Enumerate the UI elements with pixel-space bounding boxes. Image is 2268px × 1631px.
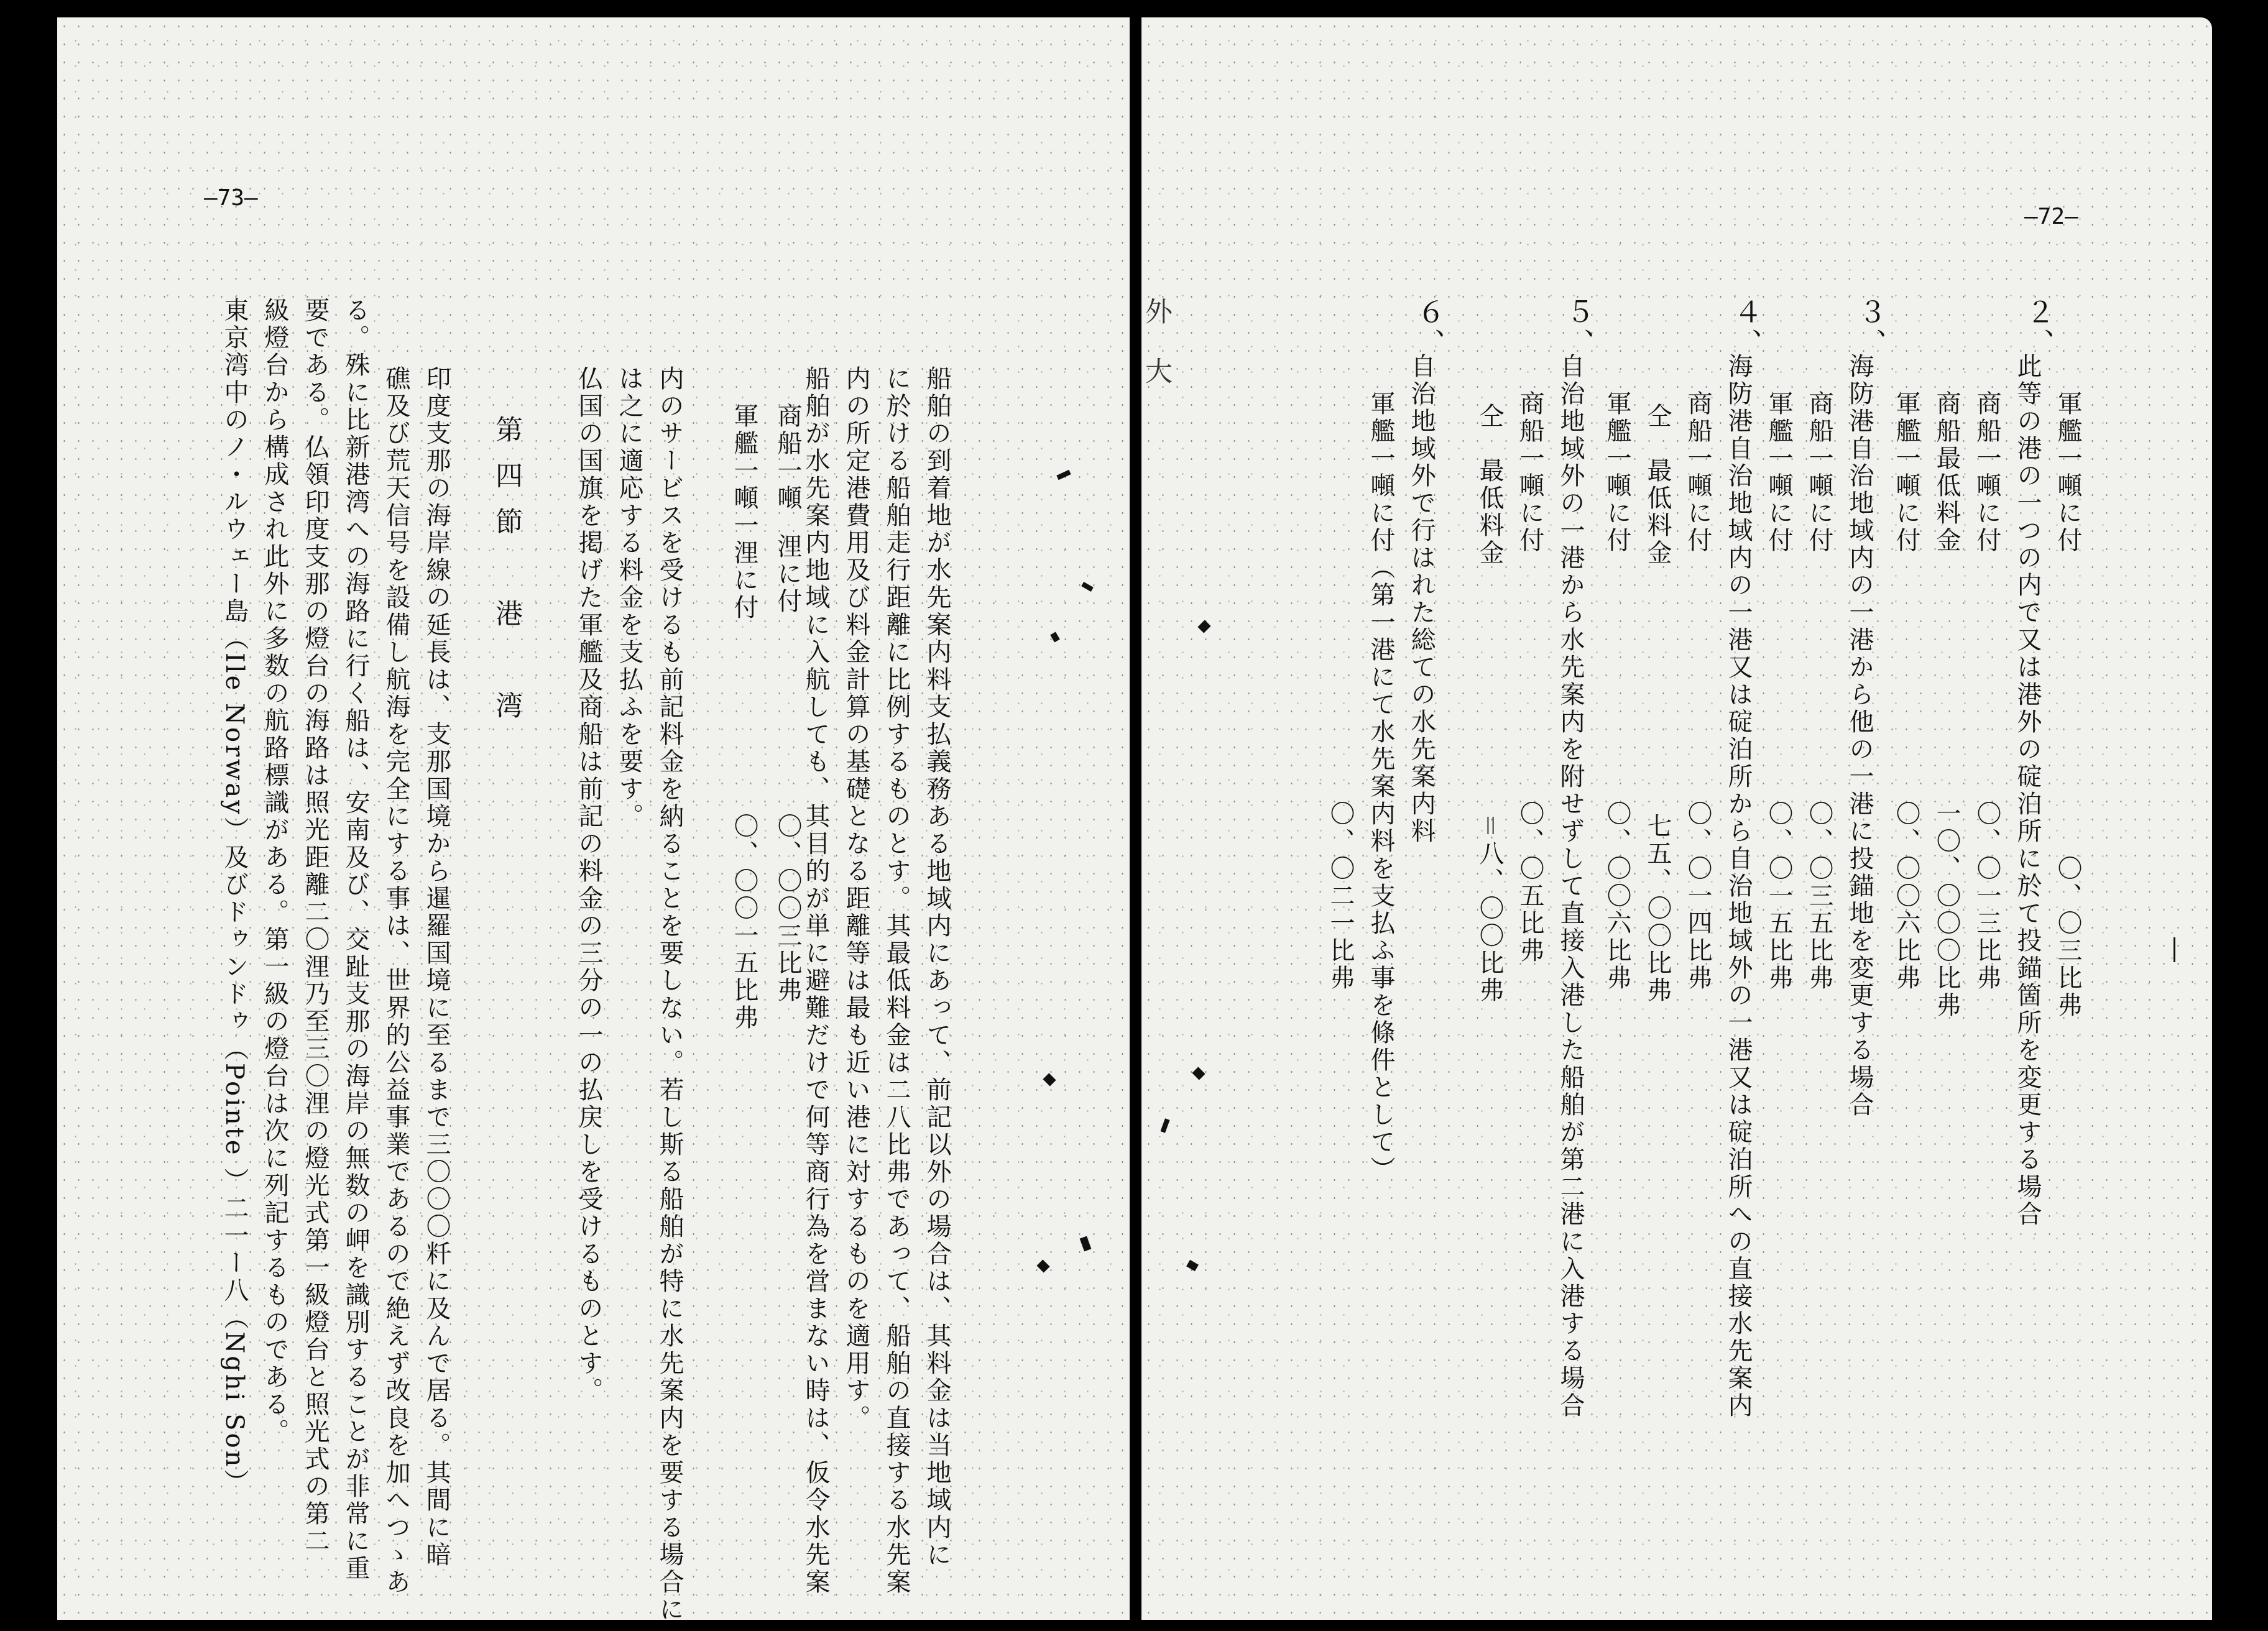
left-column-5: 内のサービスを受けるも前記料金を納ることを要しない。若し斯る船舶が特に水先案内を要する場合に	[655, 365, 684, 1624]
item-2-line-4: 商船最低料金 一〇、〇〇〇比弗	[1932, 390, 1961, 1019]
item-3-line-2: 商船一噸に付 〇、〇三五比弗	[1805, 390, 1833, 992]
item-4-number: ４、	[1730, 297, 1763, 359]
right-page	[1141, 17, 2212, 1620]
item-4-line-2: 商船一噸に付 〇、〇一四比弗	[1684, 390, 1712, 992]
left-column-10: る。殊に比新港湾への海路に行く船は、安南及び、交趾支那の海岸の無数の岬を識別することが非常に重	[341, 297, 370, 1583]
margin-note: 外 大	[1140, 297, 1172, 387]
item-4-line-1: 海防港自治地域内の一港又は碇泊所から自治地域外の一港又は碇泊所への直接水先案内	[1724, 353, 1753, 1420]
item-3-line-3: 軍艦一噸に付 〇、〇一五比弗	[1764, 390, 1793, 992]
item-5-line-1: 自治地域外の一港から水先案内を附せずして直接入港した船舶が第二港に入港する場合	[1556, 353, 1585, 1420]
left-page-number: —73—	[204, 185, 258, 211]
left-column-11: 要である。仏領印度支那の燈台の海路は照光距離二〇浬乃至三〇浬の燈光式第一級燈台と照光式の第二	[301, 297, 330, 1555]
left-column-3: 内の所定港費用及び料金計算の基礎となる距離等は最も近い港に対するものを適用す。	[842, 365, 870, 1432]
fee-table-row-1-label: 商船一噸	[773, 403, 802, 512]
item-4-line-4: 軍艦一噸に付 〇、〇〇六比弗	[1603, 390, 1631, 992]
item-3-number: ３、	[1854, 297, 1888, 359]
item-5-line-3: 仝 最低料金 ＝八、〇〇比弗	[1475, 403, 1504, 1004]
left-column-4: 船舶が水先案内地域に入航しても、其目的が単に避難だけで何等商行為を営まない時は、仮令水先案	[801, 365, 830, 1596]
item-6-line-3: 〇、〇二一比弗	[1326, 390, 1355, 992]
fee-table-row-1-value: 〇、〇〇三比弗	[773, 813, 802, 1004]
left-column-2: に於ける船舶走行距離に比例するものとす。其最低料金は二八比弗であって、船舶の直接する水先案	[882, 365, 911, 1596]
item-2-line-1: 軍艦一噸に付 〇、〇三比弗	[2054, 390, 2082, 1019]
item-2-line-2: 此等の港の一つの内で又は港外の碇泊所に於て投錨箇所を変更する場合	[2013, 353, 2042, 1228]
item-2-line-3: 商船一噸に付 〇、〇一三比弗	[1973, 390, 2001, 992]
left-column-6: は之に適応する料金を支払ふを要す。	[615, 365, 643, 830]
item-4-line-3: 仝 最低料金 七五、〇〇比弗	[1643, 403, 1672, 1004]
fee-table-row-2-label: 軍艦一噸一浬に付	[730, 403, 758, 622]
item-3-line-1: 海防港自治地域内の一港から他の一港に投錨地を変更する場合	[1845, 353, 1874, 1119]
item-5-line-2: 商船一噸に付 〇、〇五比弗	[1516, 390, 1544, 965]
section-heading: 第四節 港 湾	[491, 415, 522, 737]
item-2-number: ２、	[2022, 297, 2055, 359]
left-page	[57, 17, 1130, 1624]
left-column-8: 印度支那の海岸線の延長は、支那国境から暹羅国境に至るまで三〇〇〇粁に及んで居る。其間に暗	[422, 365, 451, 1569]
left-column-1: 船舶の到着地が水先案内料支払義務ある地域内にあって、前記以外の場合は、其料金は当地域内に	[923, 365, 951, 1569]
bracket-mark	[2174, 937, 2175, 962]
fee-table-row-1-unit: 浬に付	[773, 533, 802, 615]
item-6-line-2: 軍艦一噸に付（第一港にて水先案内料を支払ふ事を條件として）	[1367, 390, 1395, 1183]
right-page-number: —72—	[2024, 204, 2078, 229]
left-column-7: 仏国の国旗を掲げた軍艦及商船は前記の料金の三分の一の払戻しを受けるものとす。	[574, 365, 603, 1405]
item-5-number: ５、	[1562, 297, 1595, 359]
left-column-9: 礁及び荒天信号を設備し航海を完全にする事は、世界的公益事業であるので絶えず改良を加へつゝあ	[382, 365, 410, 1596]
item-6-line-1: 自治地域外で行はれた総ての水先案内料	[1407, 353, 1436, 845]
left-column-13: 東京湾中のノ・ルウェー島（Ile Norway）及びドゥンドゥ（Pointe ）二一ー八（Nghi Son）	[220, 297, 249, 1497]
fee-table-row-2-value: 〇、〇〇一五比弗	[730, 813, 758, 1032]
left-column-12: 級燈台から構成され此外に多数の航路標識がある。第一級の燈台は次に列記するものである。	[260, 297, 289, 1446]
item-6-number: ６、	[1413, 297, 1446, 359]
item-2-line-5: 軍艦一噸に付 〇、〇〇六比弗	[1892, 390, 1920, 992]
